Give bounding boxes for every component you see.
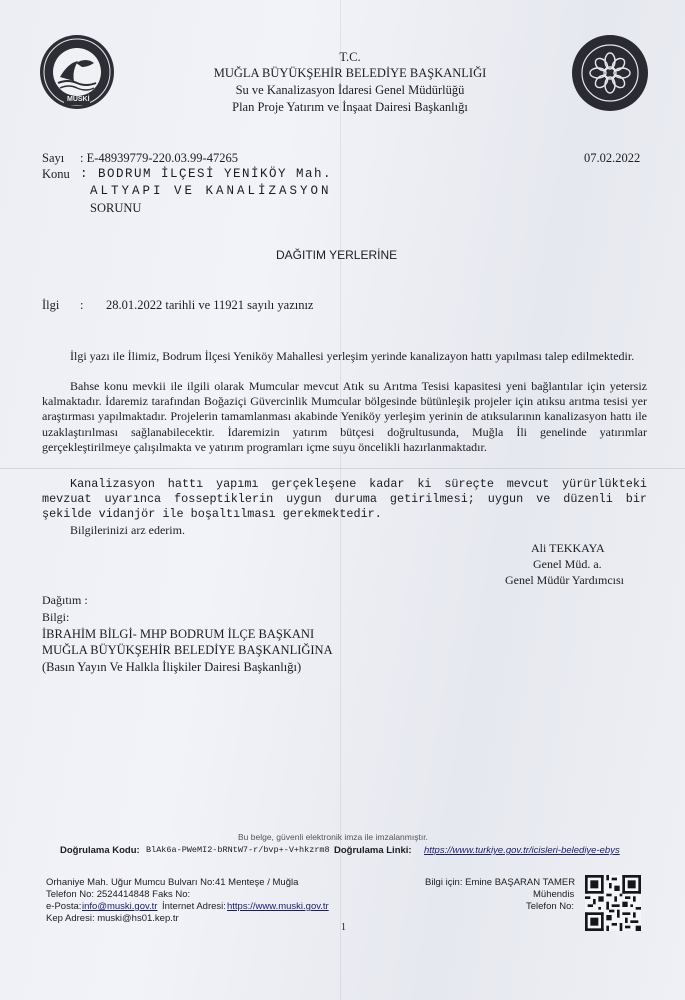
konu-line3: SORUNU (90, 201, 142, 215)
distribution-line1: İBRAHİM BİLGİ- MHP BODRUM İLÇE BAŞKANI (42, 627, 315, 641)
muski-logo (38, 33, 116, 116)
logo-text: MUSKİ (67, 96, 90, 103)
body-paragraph-1: İlgi yazı ile İlimiz, Bodrum İlçesi Yeniköy Mahallesi yerleşim yerinde kanalizayon hattı yapılması talep edilmektedir. (70, 349, 635, 363)
body-paragraph-3: Kanalizasyon hattı yapımı gerçekleşene kadar ki süreçte mevcut yürürlükteki mevzuat uyarınca fosseptiklerin uygun duruma getirilmesi; uygun ve düzenli bir şekilde vidanjör ile boşaltılması gerekmektedir. (42, 477, 647, 522)
header-department: Plan Proje Yatırım ve İnşaat Dairesi Başkanlığı (232, 100, 468, 114)
footer-contact-phone: Telefon No: (526, 901, 575, 912)
esign-note: Bu belge, güvenli elektronik imza ile imzalanmıştır. (238, 832, 428, 842)
konu-line2: ALTYAPI VE KANALİZASYON (90, 184, 332, 198)
ilgi-colon: : (80, 298, 84, 312)
footer-web[interactable]: https://www.muski.gov.tr (227, 901, 329, 912)
addressee: DAĞITIM YERLERİNE (276, 248, 398, 262)
verification-code-label: Doğrulama Kodu: (60, 845, 140, 856)
signatory-name: Ali TEKKAYA (531, 541, 605, 555)
footer-address: Orhaniye Mah. Uğur Mumcu Bulvarı No:41 Menteşe / Muğla (46, 877, 299, 888)
footer-role: Mühendis (533, 889, 575, 900)
sayi-value: : E-48939779-220.03.99-47265 (80, 151, 238, 165)
footer-email-label: e-Posta: (46, 901, 82, 912)
distribution-line3: (Basın Yayın Ve Halkla İlişkiler Dairesi Başkanlığı) (42, 660, 302, 674)
footer-phone-fax: Telefon No: 2524414848 Faks No: (46, 889, 191, 900)
konu-label: Konu (42, 167, 70, 181)
document-date: 07.02.2022 (584, 151, 641, 165)
verification-link[interactable]: https://www.turkiye.gov.tr/icisleri-belediye-ebys (424, 845, 620, 856)
verification-code: BlAk6a-PWeMI2-bRNtW7-r/bvp+-V+hkzrm8 (146, 845, 330, 855)
distribution-line2: MUĞLA BÜYÜKŞEHİR BELEDİYE BAŞKANLIĞINA (42, 643, 333, 657)
distribution-label: Dağıtım : (42, 593, 88, 607)
signatory-title2: Genel Müdür Yardımcısı (505, 573, 624, 587)
municipality-seal (570, 33, 650, 118)
header-tc: T.C. (339, 50, 361, 64)
ilgi-label: İlgi (42, 298, 60, 312)
footer-info-for: Bilgi için: Emine BAŞARAN TAMER (425, 877, 576, 888)
signatory-title1: Genel Müd. a. (533, 557, 602, 571)
footer-kep: Kep Adresi: muski@hs01.kep.tr (46, 913, 179, 924)
body-paragraph-2: Bahse konu mevkii ile ilgili olarak Mumcular mevcut Atık su Arıtma Tesisi kapasitesi yeni bağlantılar için yetersiz kalmaktadır. İdaremiz tarafından Boğaziçi Güvercinlik Mumcular bölgesinde bütünleşik projeler için atıksu arıtma tesisi yer araştırması yapılmaktadır. Projelerin tamamlanması akabinde Yeniköy yerleşim yerinin de atıksularının kanalizasyon hattı ile uzaklaştırılması sağlanabilecektir. İdaremizin yatırım bütçesi doğrultusunda, Muğla İli genelinde yatırımlar gerçekleştirilmeye çalışılmakta ve yatırım programları içme suyu öncelikli hazırlanmaktadır. (42, 379, 647, 454)
qr-code (585, 875, 641, 931)
footer-web-label: İnternet Adresi: (162, 901, 226, 912)
closing: Bilgilerinizi arz ederim. (70, 523, 185, 537)
header-municipality: MUĞLA BÜYÜKŞEHİR BELEDİYE BAŞKANLIĞI (213, 66, 487, 80)
page-number: 1 (341, 922, 346, 933)
ilgi-text: 28.01.2022 tarihli ve 11921 sayılı yazınız (106, 298, 314, 312)
distribution-bilgi: Bilgi: (42, 610, 70, 624)
konu-line1: : BODRUM İLÇESİ YENİKÖY Mah. (80, 167, 333, 181)
verification-link-label: Doğrulama Linki: (334, 845, 412, 856)
header-directorate: Su ve Kanalizasyon İdaresi Genel Müdürlüğü (235, 83, 465, 97)
sayi-label: Sayı (42, 151, 65, 165)
paper-fold (0, 468, 685, 469)
footer-email[interactable]: info@muski.gov.tr (82, 901, 158, 912)
